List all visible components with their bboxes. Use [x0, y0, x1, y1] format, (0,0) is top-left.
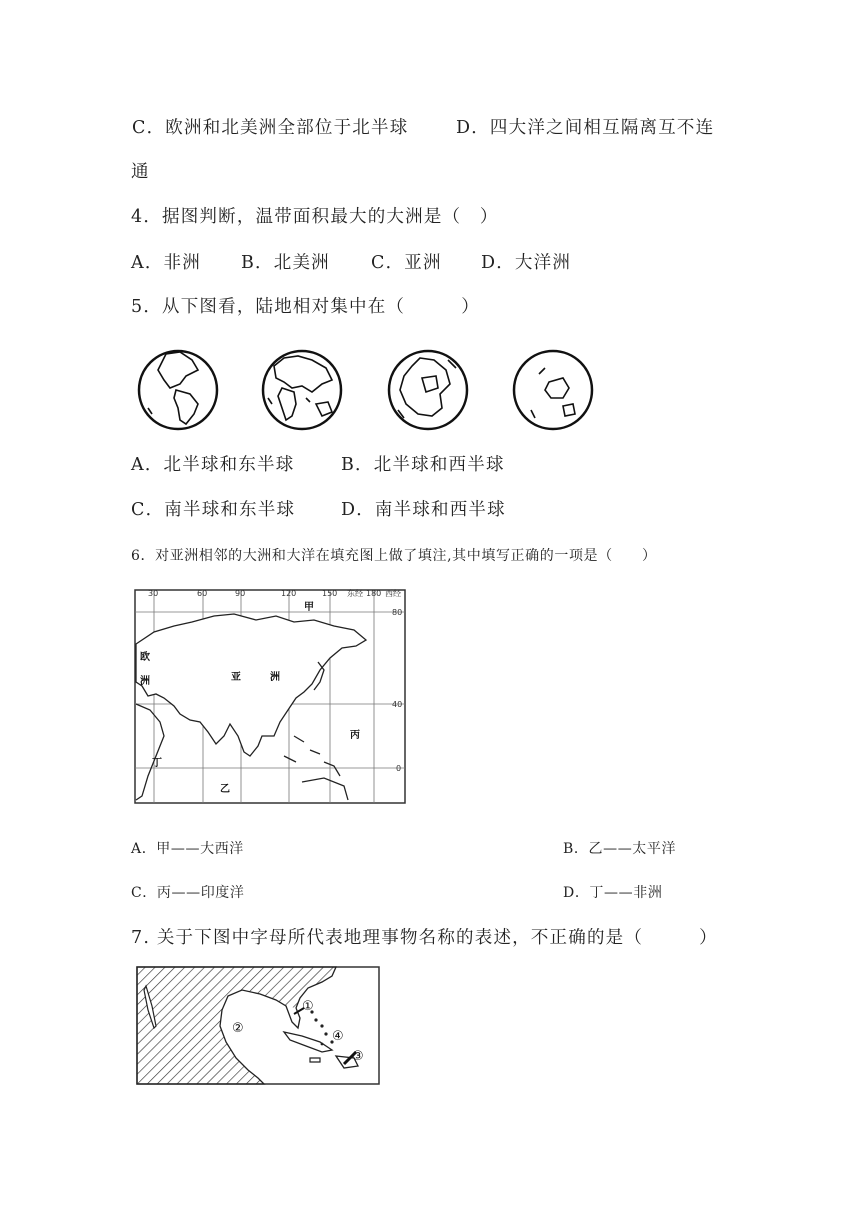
- tick-east: 东经: [347, 589, 363, 598]
- q6-asia-map: [134, 586, 410, 806]
- q5-option-a: A．北半球和东半球: [131, 455, 295, 475]
- globe-western-hemisphere: [139, 351, 217, 429]
- q6-option-c: C．丙——印度洋: [131, 885, 245, 901]
- q6-stem: 6．对亚洲相邻的大洲和大洋在填充图上做了填注,其中填写正确的一项是（ ）: [131, 548, 657, 564]
- tick-150: 150: [322, 589, 338, 598]
- label-europe-2: 洲: [140, 676, 150, 687]
- q4-option-b: B．北美洲: [241, 253, 330, 273]
- tick-180: 180: [366, 589, 382, 598]
- tick-0: 0: [396, 764, 402, 773]
- tick-120: 120: [281, 589, 297, 598]
- q6-option-a: A．甲——大西洋: [131, 841, 244, 857]
- label-jia: 甲: [304, 602, 314, 613]
- q5-stem: 5．从下图看，陆地相对集中在（ ）: [131, 297, 480, 317]
- q3-option-c: C．欧洲和北美洲全部位于北半球: [132, 118, 409, 138]
- q4-stem: 4．据图判断，温带面积最大的大洲是（ ）: [131, 207, 499, 227]
- tick-30: 30: [148, 589, 159, 598]
- label-ding: 丁: [152, 758, 162, 769]
- q7-caribbean-map: [136, 966, 382, 1088]
- q4-option-a: A．非洲: [131, 253, 201, 273]
- tick-90: 90: [235, 589, 246, 598]
- q5-option-d: D．南半球和西半球: [341, 500, 506, 520]
- tick-west: 西经: [385, 589, 401, 598]
- marker-3: ③: [352, 1049, 364, 1064]
- q4-option-c: C．亚洲: [371, 253, 442, 273]
- label-bing: 丙: [350, 730, 360, 741]
- tick-80: 80: [392, 608, 403, 617]
- globe-eastern-hemisphere: [263, 351, 341, 429]
- marker-2: ②: [232, 1021, 244, 1036]
- tick-60: 60: [197, 589, 208, 598]
- label-asia-1: 亚: [231, 672, 241, 683]
- globe-southern-hemisphere: [514, 351, 592, 429]
- q5-option-b: B．北半球和西半球: [341, 455, 505, 475]
- q6-option-d: D．丁——非洲: [563, 885, 663, 901]
- q5-globes-figure: [130, 344, 610, 436]
- jamaica-island: [310, 1058, 320, 1062]
- q6-option-b: B．乙——太平洋: [563, 841, 677, 857]
- globe-northern-hemisphere: [389, 351, 467, 429]
- label-yi: 乙: [220, 784, 230, 795]
- q5-option-c: C．南半球和东半球: [131, 500, 296, 520]
- label-asia-2: 洲: [270, 672, 280, 683]
- q3-option-d-wrap: 通: [131, 162, 150, 182]
- q3-option-d: D．四大洋之间相互隔离互不连: [456, 118, 715, 138]
- tick-40: 40: [392, 700, 403, 709]
- label-europe-1: 欧: [140, 652, 150, 663]
- q4-option-d: D．大洋洲: [481, 253, 572, 273]
- marker-1: ①: [302, 999, 314, 1014]
- marker-4: ④: [332, 1029, 344, 1044]
- q7-stem: 7. 关于下图中字母所代表地理事物名称的表述，不正确的是（ ）: [131, 928, 718, 948]
